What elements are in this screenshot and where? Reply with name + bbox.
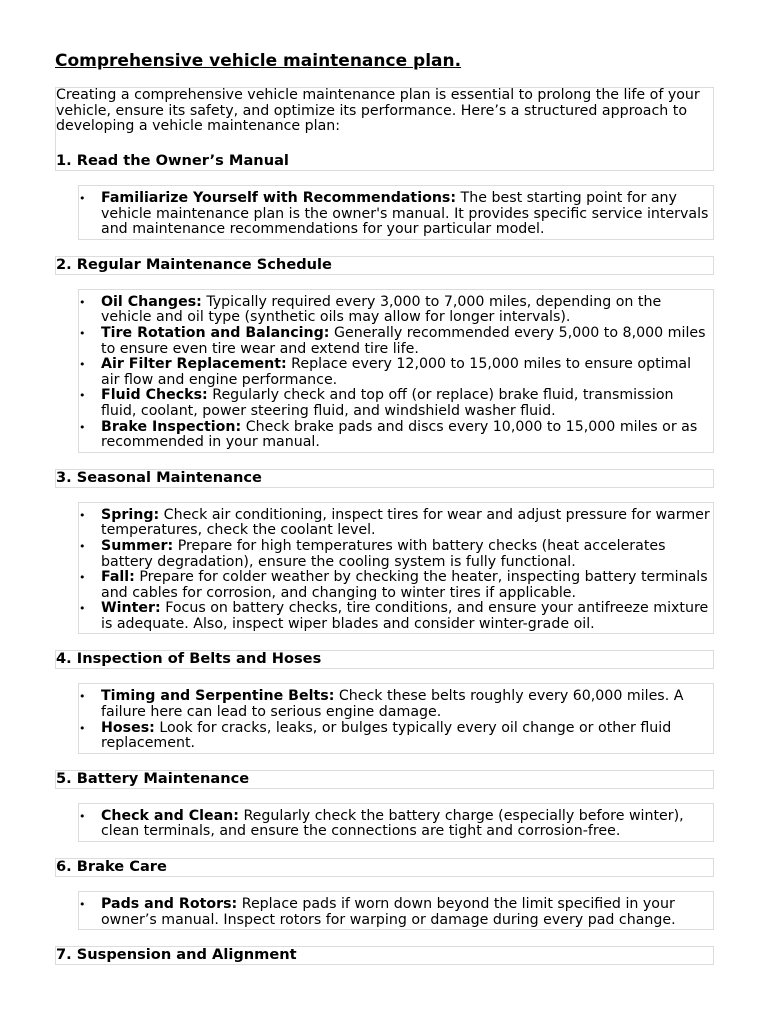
- section-list-owners-manual: [78, 185, 714, 240]
- bullet-icon: •: [79, 295, 86, 309]
- item-text: Replace every 12,000 to 15,000 miles to ensure optimal air flow and engine performance.: [101, 356, 692, 388]
- item-text: Focus on battery checks, tire conditions, and ensure your antifreeze mixture is adequate. Also, inspect wiper blades and consider winter-grade oil.: [101, 600, 709, 632]
- bullet-icon: •: [79, 326, 86, 340]
- item-text: Prepare for high temperatures with battery checks (heat accelerates battery degradation), ensure the cooling system is fully functional.: [101, 537, 666, 570]
- item-term: Familiarize Yourself with Recommendations:: [101, 190, 457, 206]
- item-term: Pads and Rotors:: [101, 896, 238, 913]
- list-item: [79, 539, 711, 570]
- intro-paragraph: Creating a comprehensive vehicle maintenance plan is essential to prolong the life of your vehicle, ensure its safety, and optimize its performance. Here’s a structured approach to developing a vehicle maintenance plan:: [56, 87, 700, 135]
- section-list-regular-maintenance: [78, 289, 714, 453]
- list-item: [79, 570, 711, 601]
- bullet-icon: •: [79, 690, 86, 704]
- bullet-list: [79, 508, 711, 633]
- list-item: [79, 420, 711, 451]
- section-heading-battery: 5. Battery Maintenance: [55, 770, 714, 789]
- item-term: Hoses:: [101, 719, 155, 736]
- item-text: Regularly check and top off (or replace) brake fluid, transmission fluid, coolant, power steering fluid, and windshield washer fluid.: [101, 387, 674, 419]
- section-heading-suspension: 7. Suspension and Alignment: [55, 946, 714, 965]
- item-text: Generally recommended every 5,000 to 8,000 miles to ensure even tire wear and extend tire life.: [101, 324, 706, 357]
- section-list-battery: [78, 803, 714, 842]
- bullet-icon: •: [79, 508, 86, 522]
- list-item: [79, 326, 711, 357]
- section-heading-brake-care: 6. Brake Care: [55, 858, 714, 877]
- list-item: [79, 721, 711, 752]
- bullet-icon: •: [79, 420, 86, 434]
- list-item: [79, 357, 711, 388]
- item-term: Fall:: [101, 569, 135, 586]
- bullet-icon: •: [79, 539, 86, 553]
- section-heading-seasonal-maintenance: 3. Seasonal Maintenance: [55, 469, 714, 488]
- item-term: Timing and Serpentine Belts:: [101, 688, 335, 705]
- bullet-list: [79, 295, 711, 451]
- item-term: Check and Clean:: [101, 807, 239, 824]
- list-item: [79, 689, 711, 720]
- section-heading-belts-hoses: 4. Inspection of Belts and Hoses: [55, 650, 714, 669]
- bullet-icon: •: [79, 898, 86, 912]
- item-term: Spring:: [101, 506, 160, 523]
- bullet-icon: •: [79, 192, 86, 205]
- list-item: [79, 897, 711, 928]
- list-item: [79, 508, 711, 539]
- section-heading-owners-manual: 1. Read the Owner’s Manual: [56, 151, 289, 169]
- item-text: Check air conditioning, inspect tires for wear and adjust pressure for warmer temperatures, check the coolant level.: [101, 506, 710, 539]
- bullet-icon: •: [79, 602, 86, 616]
- bullet-icon: •: [79, 721, 86, 735]
- document-page: [55, 50, 714, 965]
- list-item: [79, 601, 711, 632]
- item-text: Prepare for colder weather by checking the heater, inspecting battery terminals and cables for corrosion, and changing to winter tires if applicable.: [101, 569, 708, 601]
- document-title: Comprehensive vehicle maintenance plan.: [55, 51, 462, 71]
- section-list-belts-hoses: [78, 683, 714, 753]
- section-heading-regular-maintenance: 2. Regular Maintenance Schedule: [55, 256, 714, 275]
- item-term: Oil Changes:: [101, 293, 202, 310]
- bullet-icon: •: [79, 809, 86, 823]
- item-term: Brake Inspection:: [101, 418, 242, 435]
- list-item: [79, 191, 711, 238]
- item-term: Fluid Checks:: [101, 387, 208, 404]
- list-item: [79, 295, 711, 326]
- item-term: Tire Rotation and Balancing:: [101, 324, 330, 341]
- intro-block: [55, 87, 714, 171]
- bullet-list: [79, 191, 711, 238]
- section-list-seasonal-maintenance: [78, 502, 714, 635]
- item-text: Typically required every 3,000 to 7,000 miles, depending on the vehicle and oil type (synthetic oils may allow for longer intervals).: [101, 293, 662, 326]
- bullet-icon: •: [79, 571, 86, 585]
- item-text: Look for cracks, leaks, or bulges typically every oil change or other fluid replacement.: [101, 719, 672, 752]
- bullet-list: [79, 809, 711, 840]
- bullet-list: [79, 689, 711, 751]
- item-text: Check brake pads and discs every 10,000 to 15,000 miles or as recommended in your manual.: [101, 418, 698, 451]
- item-term: Air Filter Replacement:: [101, 356, 287, 373]
- item-text: Replace pads if worn down beyond the limit specified in your owner’s manual. Inspect rotors for warping or damage during every pad change.: [101, 896, 676, 928]
- list-item: [79, 388, 711, 419]
- bullet-icon: •: [79, 358, 86, 372]
- bullet-icon: •: [79, 389, 86, 403]
- item-text: The best starting point for any vehicle maintenance plan is the owner's manual. It provides specific service intervals and maintenance recommendations for your particular model.: [101, 190, 709, 238]
- item-text: Regularly check the battery charge (especially before winter), clean terminals, and ensure the connections are tight and corrosion-free.: [101, 807, 684, 840]
- list-item: [79, 809, 711, 840]
- item-term: Summer:: [101, 537, 174, 554]
- item-text: Check these belts roughly every 60,000 miles. A failure here can lead to serious engine damage.: [101, 688, 684, 721]
- section-list-brake-care: [78, 891, 714, 930]
- item-term: Winter:: [101, 600, 161, 617]
- bullet-list: [79, 897, 711, 928]
